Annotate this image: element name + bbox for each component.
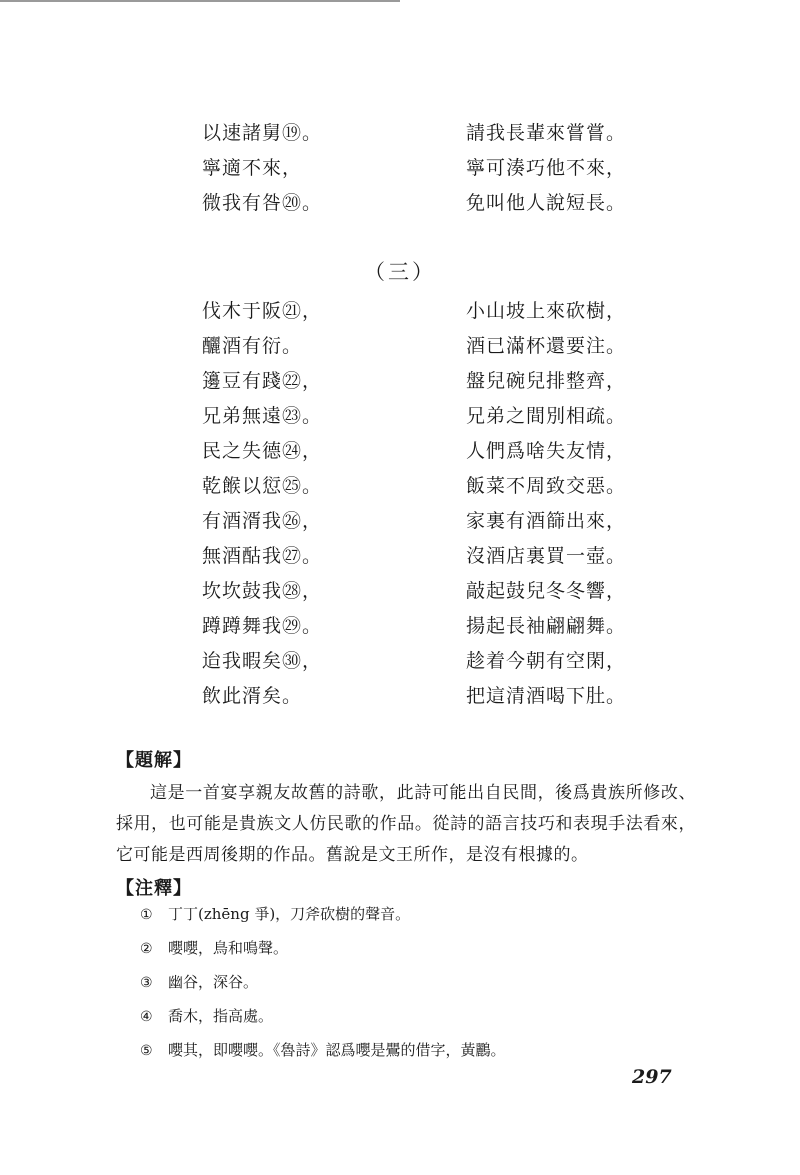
note-item — [140, 937, 700, 971]
note-text: 嚶嚶，鳥和鳴聲。 — [168, 939, 289, 957]
verse-row — [0, 296, 800, 331]
verse-translation: 把這清酒喝下肚。 — [466, 685, 627, 707]
section-title: （三） — [364, 260, 436, 284]
verse-original: 迨我暇矣㉚， — [202, 650, 323, 672]
verse-row — [0, 153, 800, 188]
heading-tijie: 【題解】 — [116, 750, 192, 771]
top-rule — [0, 0, 400, 2]
note-number: ⑤ — [140, 1043, 153, 1059]
verse-translation: 兄弟之間別相疏。 — [466, 405, 627, 427]
verse-original: 以速諸舅⑲。 — [202, 122, 323, 144]
note-text: 嚶其，即嚶嚶。《魯詩》認爲嚶是鷪的借字，黃鸝。 — [168, 1041, 506, 1059]
verse-row — [0, 646, 800, 681]
note-number: ① — [140, 907, 153, 923]
verse-original: 無酒酤我㉗。 — [202, 545, 323, 567]
verse-original: 坎坎鼓我㉘， — [202, 580, 323, 602]
verse-translation: 敲起鼓兒冬冬響， — [466, 580, 627, 602]
verse-row — [0, 188, 800, 223]
note-item — [140, 1039, 700, 1073]
verse-translation: 免叫他人說短長。 — [466, 192, 627, 214]
verse-translation: 盤兒碗兒排整齊， — [466, 370, 627, 392]
note-text: 喬木，指高處。 — [168, 1007, 274, 1025]
verse-translation: 飯菜不周致交惡。 — [466, 475, 627, 497]
verse-row — [0, 506, 800, 541]
verse-translation: 小山坡上來砍樹， — [466, 300, 627, 322]
verse-row — [0, 331, 800, 366]
verse-original: 有酒湑我㉖， — [202, 510, 323, 532]
verse-original: 民之失德㉔， — [202, 440, 323, 462]
verse-original: 伐木于阪㉑， — [202, 300, 323, 322]
verse-original: 微我有咎⑳。 — [202, 192, 323, 214]
verse-original: 蹲蹲舞我㉙。 — [202, 615, 323, 637]
verse-original: 籩豆有踐㉒， — [202, 370, 323, 392]
heading-zhushi: 【注釋】 — [116, 878, 192, 899]
verse-original: 乾餱以愆㉕。 — [202, 475, 323, 497]
verse-row — [0, 611, 800, 646]
verse-block-top — [0, 118, 800, 223]
verse-block-three — [0, 296, 800, 716]
page-number: 297 — [632, 1066, 672, 1088]
verse-row — [0, 436, 800, 471]
verse-row — [0, 576, 800, 611]
verse-row — [0, 118, 800, 153]
note-text: 丁丁(zhēng 爭)，刀斧砍樹的聲音。 — [168, 905, 411, 923]
verse-row — [0, 401, 800, 436]
verse-translation: 揚起長袖翩翩舞。 — [466, 615, 627, 637]
verse-row — [0, 681, 800, 716]
note-number: ③ — [140, 975, 153, 991]
verse-translation: 酒已滿杯還要注。 — [466, 335, 627, 357]
verse-translation: 沒酒店裏買一壺。 — [466, 545, 627, 567]
note-number: ④ — [140, 1009, 153, 1025]
notes-list — [140, 903, 700, 1073]
verse-translation: 家裏有酒篩出來， — [466, 510, 627, 532]
note-number: ② — [140, 941, 153, 957]
verse-row — [0, 471, 800, 506]
tijie-paragraph: 這是一首宴享親友故舊的詩歌，此詩可能出自民間，後爲貴族所修改、採用，也可能是貴族文人仿民歌的作品。從詩的語言技巧和表現手法看來，它可能是西周後期的作品。舊說是文王所作，是沒有根據的。 — [116, 783, 696, 865]
verse-translation: 寧可湊巧他不來， — [466, 157, 627, 179]
verse-translation: 請我長輩來嘗嘗。 — [466, 122, 627, 144]
verse-original: 釃酒有衍。 — [202, 335, 303, 357]
verse-row — [0, 366, 800, 401]
note-item — [140, 1005, 700, 1039]
verse-original: 飲此湑矣。 — [202, 685, 303, 707]
note-item — [140, 903, 700, 937]
verse-original: 寧適不來， — [202, 157, 303, 179]
note-item — [140, 971, 700, 1005]
note-text: 幽谷，深谷。 — [168, 973, 259, 991]
verse-translation: 趁着今朝有空閑， — [466, 650, 627, 672]
verse-row — [0, 541, 800, 576]
verse-translation: 人們爲啥失友情， — [466, 440, 627, 462]
verse-original: 兄弟無遠㉓。 — [202, 405, 323, 427]
